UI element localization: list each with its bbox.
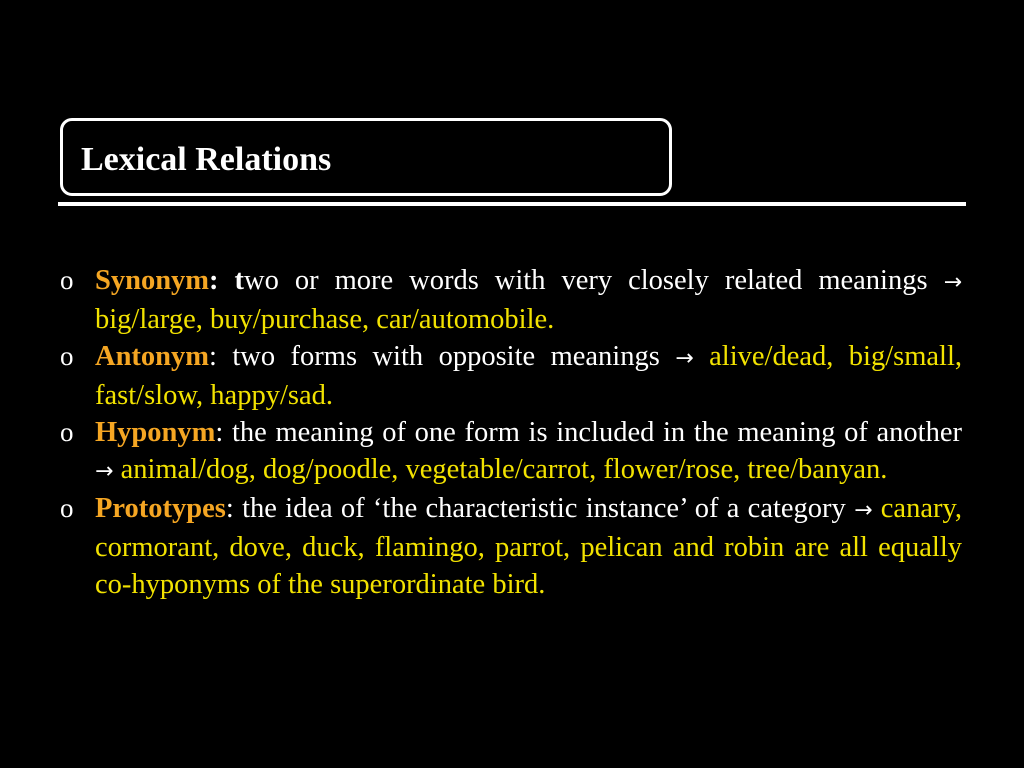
term-synonym: Synonym [95,265,210,296]
examples-antonym: alive/dead, big/small, fast/slow, happy/sad. [95,341,963,411]
term-colon: : [215,417,224,448]
arrow-icon: → [95,459,114,484]
definition-antonym: two forms with opposite meanings [216,341,660,372]
arrow-icon: → [943,270,963,295]
bullet-icon: o [60,417,74,447]
examples-prototypes: canary, cormorant, dove, duck, flamingo, parrot, pelican and robin are all equally co-hyponyms of the superordinate bird. [95,493,962,600]
term-colon: : [225,493,234,524]
list-item-prototypes [60,490,962,603]
arrow-icon: → [675,346,694,371]
term-antonym: Antonym [95,341,210,372]
definition-synonym: wo or more words with very closely related meanings [244,265,928,296]
term-colon: : [209,341,217,372]
definition-hyponym: the meaning of one form is included in the meaning of another [223,417,962,448]
examples-synonym: big/large, buy/purchase, car/automobile. [95,304,555,335]
slide-title: Lexical Relations [81,141,332,178]
examples-hyponym: animal/dog, dog/poodle, vegetable/carrot, flower/rose, tree/banyan. [120,454,888,485]
definition-lead: t [234,265,245,296]
bullet-icon: o [60,493,74,523]
title-underline [58,202,966,206]
term-colon: : [209,265,219,296]
arrow-icon: → [854,498,873,523]
list-item-hyponym [60,414,962,490]
bullet-list [60,262,962,603]
list-item-antonym [60,338,962,414]
bullet-icon: o [60,265,74,295]
term-hyponym: Hyponym [95,417,216,448]
bullet-icon: o [60,341,74,371]
term-prototypes: Prototypes [95,493,226,524]
list-item-synonym [60,262,962,338]
definition-prototypes: the idea of ‘the characteristic instance’ of a category [233,493,846,524]
